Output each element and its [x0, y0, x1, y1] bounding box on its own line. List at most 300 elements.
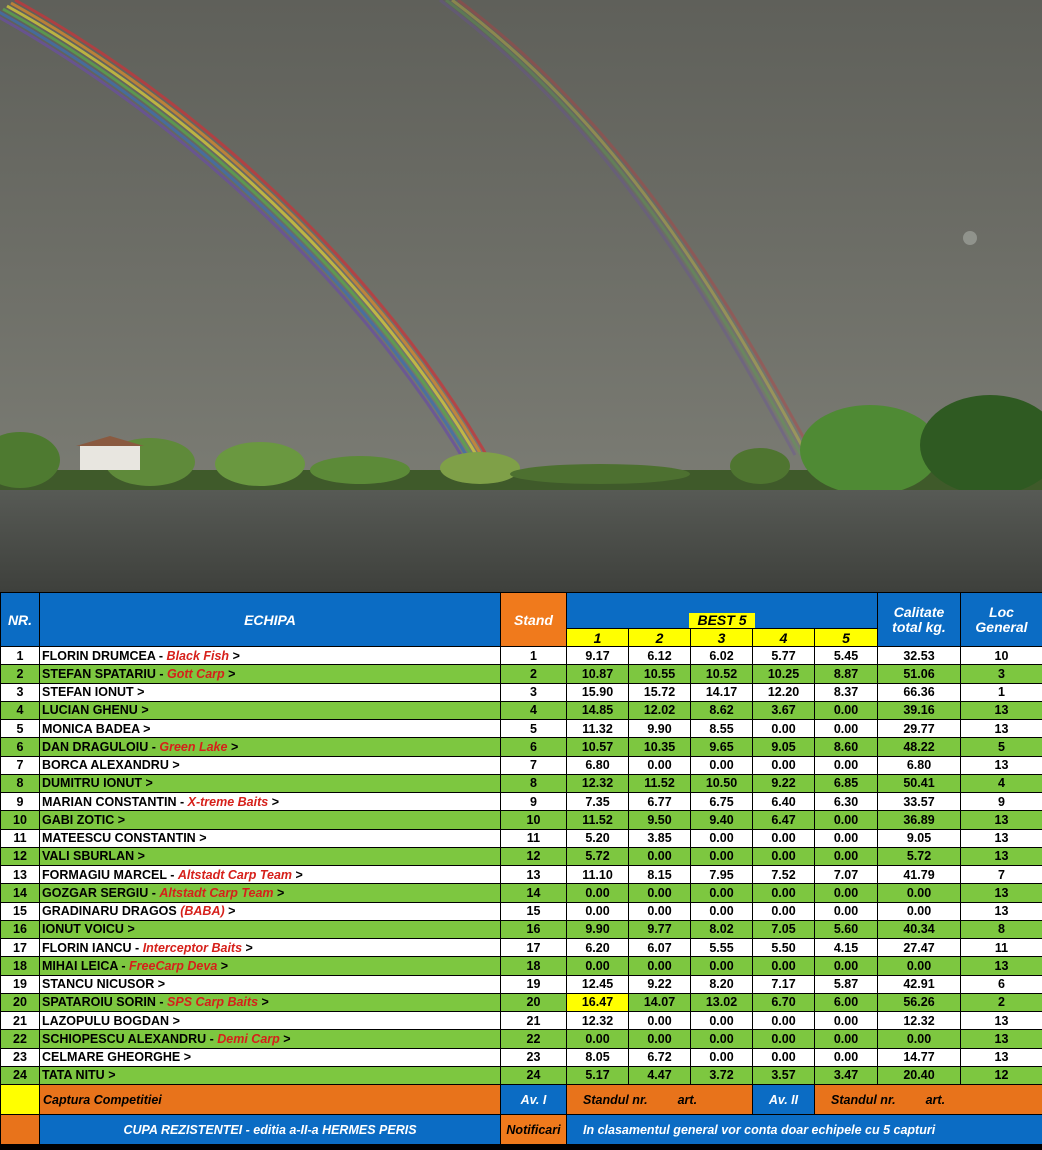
row-loc: 7	[961, 866, 1042, 884]
row-total: 12.32	[878, 1012, 961, 1030]
row-best-2: 12.02	[629, 701, 691, 719]
angler-name: FLORIN DRUMCEA -	[42, 648, 164, 663]
row-echipa	[40, 647, 501, 665]
table-row	[1, 701, 1042, 719]
row-loc: 9	[961, 793, 1042, 811]
row-best-5: 8.60	[815, 738, 878, 756]
table-row	[1, 793, 1042, 811]
table-row	[1, 683, 1042, 701]
row-best-5: 3.47	[815, 1066, 878, 1084]
results-table-container	[0, 592, 1042, 1150]
angler-name: BORCA ALEXANDRU	[42, 758, 169, 773]
row-echipa	[40, 884, 501, 902]
table-row	[1, 756, 1042, 774]
row-total: 51.06	[878, 665, 961, 683]
row-arrow: >	[277, 885, 285, 900]
row-best-1: 6.80	[567, 756, 629, 774]
row-stand: 17	[501, 939, 567, 957]
row-loc: 2	[961, 993, 1042, 1011]
row-best-1: 10.87	[567, 665, 629, 683]
row-nr: 12	[1, 847, 40, 865]
row-echipa	[40, 902, 501, 920]
row-arrow: >	[117, 812, 126, 827]
table-row	[1, 866, 1042, 884]
row-best-1: 6.20	[567, 939, 629, 957]
row-best-3: 8.02	[691, 920, 753, 938]
row-nr: 5	[1, 720, 40, 738]
row-loc: 13	[961, 756, 1042, 774]
row-loc: 8	[961, 920, 1042, 938]
row-loc: 12	[961, 1066, 1042, 1084]
results-table	[0, 592, 1042, 1145]
row-echipa	[40, 829, 501, 847]
row-stand: 14	[501, 884, 567, 902]
row-arrow: >	[172, 1013, 180, 1028]
row-nr: 21	[1, 1012, 40, 1030]
row-stand: 16	[501, 920, 567, 938]
row-best-1: 12.45	[567, 975, 629, 993]
footer-av1: Av. I	[501, 1085, 567, 1115]
row-stand: 23	[501, 1048, 567, 1066]
table-row	[1, 957, 1042, 975]
row-best-4: 3.57	[753, 1066, 815, 1084]
row-echipa	[40, 756, 501, 774]
row-best-5: 0.00	[815, 957, 878, 975]
header-best-4: 4	[753, 629, 815, 647]
row-arrow: >	[232, 648, 240, 663]
row-best-4: 0.00	[753, 847, 815, 865]
row-best-2: 15.72	[629, 683, 691, 701]
row-loc: 13	[961, 720, 1042, 738]
table-row	[1, 920, 1042, 938]
row-best-3: 0.00	[691, 1048, 753, 1066]
row-echipa	[40, 720, 501, 738]
row-stand: 10	[501, 811, 567, 829]
row-best-3: 8.20	[691, 975, 753, 993]
row-best-1: 0.00	[567, 902, 629, 920]
row-stand: 5	[501, 720, 567, 738]
row-best-3: 14.17	[691, 683, 753, 701]
row-best-5: 0.00	[815, 847, 878, 865]
header-echipa: ECHIPA	[40, 593, 501, 647]
row-best-3: 0.00	[691, 1030, 753, 1048]
table-row	[1, 811, 1042, 829]
angler-name: STANCU NICUSOR	[42, 977, 155, 992]
angler-name: GOZGAR SERGIU -	[42, 885, 156, 900]
row-total: 42.91	[878, 975, 961, 993]
row-total: 56.26	[878, 993, 961, 1011]
table-row	[1, 1012, 1042, 1030]
row-total: 27.47	[878, 939, 961, 957]
row-best-1: 14.85	[567, 701, 629, 719]
row-best-3: 0.00	[691, 957, 753, 975]
row-stand: 9	[501, 793, 567, 811]
header-best-2: 2	[629, 629, 691, 647]
row-best-3: 10.52	[691, 665, 753, 683]
row-best-5: 0.00	[815, 1012, 878, 1030]
row-best-5: 0.00	[815, 884, 878, 902]
row-arrow: >	[283, 1031, 291, 1046]
row-best-3: 9.65	[691, 738, 753, 756]
row-nr: 24	[1, 1066, 40, 1084]
row-best-4: 5.50	[753, 939, 815, 957]
row-stand: 21	[501, 1012, 567, 1030]
team-name: Altstadt Carp Team	[159, 885, 274, 900]
header-calitate: Calitate total kg.	[878, 593, 961, 647]
row-arrow: >	[228, 904, 236, 919]
row-best-5: 0.00	[815, 756, 878, 774]
angler-name: FLORIN IANCU -	[42, 940, 140, 955]
row-nr: 10	[1, 811, 40, 829]
row-total: 50.41	[878, 774, 961, 792]
row-arrow: >	[141, 703, 149, 718]
footer-notificari: Notificari	[501, 1115, 567, 1145]
row-echipa	[40, 866, 501, 884]
table-row	[1, 939, 1042, 957]
angler-name: MARIAN CONSTANTIN -	[42, 794, 185, 809]
row-best-3: 0.00	[691, 902, 753, 920]
row-echipa	[40, 683, 501, 701]
row-best-2: 9.77	[629, 920, 691, 938]
angler-name: GABI ZOTIC	[42, 812, 115, 827]
header-stand: Stand	[501, 593, 567, 647]
table-row	[1, 720, 1042, 738]
row-loc: 13	[961, 1030, 1042, 1048]
footer-standul-2: Standul nr. art.	[815, 1085, 1042, 1115]
row-total: 36.89	[878, 811, 961, 829]
row-best-4: 3.67	[753, 701, 815, 719]
table-row	[1, 993, 1042, 1011]
row-echipa	[40, 1048, 501, 1066]
row-best-2: 0.00	[629, 847, 691, 865]
row-arrow: >	[172, 758, 180, 773]
row-best-1: 5.20	[567, 829, 629, 847]
row-loc: 10	[961, 647, 1042, 665]
row-nr: 15	[1, 902, 40, 920]
row-best-2: 0.00	[629, 756, 691, 774]
row-best-5: 7.07	[815, 866, 878, 884]
table-row	[1, 847, 1042, 865]
row-best-4: 0.00	[753, 720, 815, 738]
row-nr: 13	[1, 866, 40, 884]
row-best-4: 0.00	[753, 829, 815, 847]
results-rows	[1, 647, 1042, 1085]
header-best-5: 5	[815, 629, 878, 647]
row-total: 29.77	[878, 720, 961, 738]
row-nr: 2	[1, 665, 40, 683]
row-best-2: 9.90	[629, 720, 691, 738]
row-stand: 15	[501, 902, 567, 920]
row-best-2: 6.07	[629, 939, 691, 957]
row-nr: 11	[1, 829, 40, 847]
row-nr: 3	[1, 683, 40, 701]
angler-name: LAZOPULU BOGDAN	[42, 1013, 170, 1028]
row-stand: 11	[501, 829, 567, 847]
angler-name: GRADINARU DRAGOS	[42, 904, 177, 919]
row-total: 0.00	[878, 957, 961, 975]
row-echipa	[40, 920, 501, 938]
row-best-3: 0.00	[691, 756, 753, 774]
row-best-5: 0.00	[815, 1030, 878, 1048]
header-nr: NR.	[1, 593, 40, 647]
row-best-3: 13.02	[691, 993, 753, 1011]
row-nr: 4	[1, 701, 40, 719]
row-stand: 13	[501, 866, 567, 884]
row-best-4: 5.77	[753, 647, 815, 665]
row-best-4: 0.00	[753, 902, 815, 920]
row-loc: 13	[961, 884, 1042, 902]
row-best-1: 11.52	[567, 811, 629, 829]
row-total: 20.40	[878, 1066, 961, 1084]
row-loc: 3	[961, 665, 1042, 683]
row-best-1: 0.00	[567, 884, 629, 902]
row-echipa	[40, 975, 501, 993]
team-name: FreeCarp Deva	[129, 958, 218, 973]
row-total: 9.05	[878, 829, 961, 847]
row-best-1: 16.47	[567, 993, 629, 1011]
row-loc: 11	[961, 939, 1042, 957]
row-arrow: >	[145, 776, 153, 791]
row-best-4: 0.00	[753, 1012, 815, 1030]
row-best-2: 10.35	[629, 738, 691, 756]
row-best-1: 11.10	[567, 866, 629, 884]
row-arrow: >	[295, 867, 303, 882]
row-best-5: 0.00	[815, 829, 878, 847]
header-best-3: 3	[691, 629, 753, 647]
row-echipa	[40, 1012, 501, 1030]
row-best-2: 11.52	[629, 774, 691, 792]
row-arrow: >	[230, 739, 239, 754]
row-nr: 7	[1, 756, 40, 774]
row-nr: 16	[1, 920, 40, 938]
row-best-5: 0.00	[815, 701, 878, 719]
footer-captura: Captura Competitiei	[40, 1085, 501, 1115]
row-best-4: 9.22	[753, 774, 815, 792]
row-best-1: 0.00	[567, 957, 629, 975]
table-row	[1, 774, 1042, 792]
footer-note: In clasamentul general vor conta doar echipele cu 5 capturi	[567, 1115, 1042, 1145]
table-row	[1, 665, 1042, 683]
row-best-3: 5.55	[691, 939, 753, 957]
team-name: Black Fish	[166, 648, 230, 663]
angler-name: SCHIOPESCU ALEXANDRU -	[42, 1031, 214, 1046]
row-best-4: 0.00	[753, 884, 815, 902]
angler-name: MATEESCU CONSTANTIN	[42, 831, 196, 846]
angler-name: DUMITRU IONUT	[42, 776, 142, 791]
row-echipa	[40, 774, 501, 792]
row-stand: 1	[501, 647, 567, 665]
row-best-2: 0.00	[629, 1012, 691, 1030]
row-stand: 2	[501, 665, 567, 683]
row-loc: 1	[961, 683, 1042, 701]
row-echipa	[40, 1066, 501, 1084]
team-name: Gott Carp	[167, 666, 225, 681]
table-row	[1, 1066, 1042, 1084]
row-arrow: >	[220, 958, 229, 973]
row-arrow: >	[271, 794, 279, 809]
row-best-5: 5.60	[815, 920, 878, 938]
row-echipa	[40, 957, 501, 975]
table-row	[1, 902, 1042, 920]
row-total: 41.79	[878, 866, 961, 884]
row-best-5: 4.15	[815, 939, 878, 957]
row-best-2: 6.72	[629, 1048, 691, 1066]
row-best-4: 6.47	[753, 811, 815, 829]
row-echipa	[40, 665, 501, 683]
table-row	[1, 975, 1042, 993]
row-total: 14.77	[878, 1048, 961, 1066]
row-best-3: 6.75	[691, 793, 753, 811]
row-echipa	[40, 939, 501, 957]
angler-name: STEFAN SPATARIU -	[42, 666, 164, 681]
row-best-5: 5.87	[815, 975, 878, 993]
row-echipa	[40, 738, 501, 756]
row-best-3: 10.50	[691, 774, 753, 792]
row-best-3: 0.00	[691, 1012, 753, 1030]
footer-av2: Av. II	[753, 1085, 815, 1115]
row-loc: 13	[961, 1012, 1042, 1030]
row-nr: 19	[1, 975, 40, 993]
row-best-2: 0.00	[629, 884, 691, 902]
row-best-3: 8.55	[691, 720, 753, 738]
header-best-1: 1	[567, 629, 629, 647]
row-best-1: 15.90	[567, 683, 629, 701]
footer-yellow-marker	[1, 1085, 40, 1115]
row-loc: 5	[961, 738, 1042, 756]
row-arrow: >	[137, 849, 145, 864]
row-loc: 6	[961, 975, 1042, 993]
row-arrow: >	[199, 831, 207, 846]
row-best-2: 3.85	[629, 829, 691, 847]
team-name: Demi Carp	[217, 1031, 280, 1046]
row-loc: 4	[961, 774, 1042, 792]
row-best-2: 0.00	[629, 1030, 691, 1048]
row-best-2: 0.00	[629, 902, 691, 920]
team-name: X-treme Baits	[187, 794, 269, 809]
row-total: 39.16	[878, 701, 961, 719]
row-best-2: 9.22	[629, 975, 691, 993]
angler-name: LUCIAN GHENU	[42, 703, 138, 718]
row-best-1: 11.32	[567, 720, 629, 738]
footer-orange-marker	[1, 1115, 40, 1145]
row-best-2: 9.50	[629, 811, 691, 829]
row-best-3: 3.72	[691, 1066, 753, 1084]
row-stand: 22	[501, 1030, 567, 1048]
row-nr: 17	[1, 939, 40, 957]
row-best-3: 0.00	[691, 847, 753, 865]
row-best-3: 0.00	[691, 884, 753, 902]
team-name: SPS Carp Baits	[167, 995, 259, 1010]
header-loc: Loc General	[961, 593, 1042, 647]
row-best-5: 6.85	[815, 774, 878, 792]
row-best-1: 12.32	[567, 1012, 629, 1030]
row-total: 66.36	[878, 683, 961, 701]
row-loc: 13	[961, 811, 1042, 829]
row-nr: 9	[1, 793, 40, 811]
row-best-1: 5.72	[567, 847, 629, 865]
row-echipa	[40, 993, 501, 1011]
row-nr: 22	[1, 1030, 40, 1048]
row-best-1: 10.57	[567, 738, 629, 756]
row-best-4: 7.05	[753, 920, 815, 938]
row-stand: 19	[501, 975, 567, 993]
row-best-3: 6.02	[691, 647, 753, 665]
row-stand: 24	[501, 1066, 567, 1084]
row-best-2: 14.07	[629, 993, 691, 1011]
angler-name: VALI SBURLAN	[42, 849, 135, 864]
row-stand: 7	[501, 756, 567, 774]
row-best-3: 9.40	[691, 811, 753, 829]
row-best-2: 8.15	[629, 866, 691, 884]
angler-name: STEFAN IONUT	[42, 685, 134, 700]
row-best-2: 4.47	[629, 1066, 691, 1084]
row-total: 6.80	[878, 756, 961, 774]
row-best-4: 6.70	[753, 993, 815, 1011]
row-best-3: 8.62	[691, 701, 753, 719]
row-best-4: 6.40	[753, 793, 815, 811]
row-best-3: 7.95	[691, 866, 753, 884]
row-nr: 23	[1, 1048, 40, 1066]
row-best-1: 12.32	[567, 774, 629, 792]
row-echipa	[40, 701, 501, 719]
row-total: 0.00	[878, 902, 961, 920]
row-best-1: 9.90	[567, 920, 629, 938]
row-best-5: 6.30	[815, 793, 878, 811]
team-name: Green Lake	[159, 739, 228, 754]
angler-name: IONUT VOICU	[42, 922, 124, 937]
row-total: 32.53	[878, 647, 961, 665]
row-nr: 14	[1, 884, 40, 902]
row-loc: 13	[961, 902, 1042, 920]
row-loc: 13	[961, 829, 1042, 847]
row-stand: 6	[501, 738, 567, 756]
row-best-5: 0.00	[815, 1048, 878, 1066]
angler-name: MIHAI LEICA -	[42, 958, 126, 973]
row-best-1: 8.05	[567, 1048, 629, 1066]
row-best-4: 9.05	[753, 738, 815, 756]
row-best-5: 0.00	[815, 902, 878, 920]
row-loc: 13	[961, 701, 1042, 719]
row-total: 48.22	[878, 738, 961, 756]
row-arrow: >	[261, 995, 269, 1010]
row-stand: 18	[501, 957, 567, 975]
table-row	[1, 738, 1042, 756]
row-best-1: 0.00	[567, 1030, 629, 1048]
row-best-5: 8.87	[815, 665, 878, 683]
row-total: 0.00	[878, 884, 961, 902]
row-arrow: >	[245, 940, 253, 955]
row-arrow: >	[157, 977, 166, 992]
row-best-2: 0.00	[629, 957, 691, 975]
angler-name: SPATAROIU SORIN -	[42, 995, 164, 1010]
row-best-4: 10.25	[753, 665, 815, 683]
row-nr: 1	[1, 647, 40, 665]
angler-name: MONICA BADEA	[42, 721, 140, 736]
angler-name: FORMAGIU MARCEL -	[42, 867, 175, 882]
row-best-4: 0.00	[753, 1048, 815, 1066]
row-stand: 4	[501, 701, 567, 719]
row-best-5: 8.37	[815, 683, 878, 701]
row-best-5: 6.00	[815, 993, 878, 1011]
row-best-5: 5.45	[815, 647, 878, 665]
row-best-5: 0.00	[815, 811, 878, 829]
angler-name: TATA NITU	[42, 1068, 105, 1083]
row-total: 0.00	[878, 1030, 961, 1048]
row-best-2: 6.12	[629, 647, 691, 665]
row-echipa	[40, 847, 501, 865]
row-best-2: 6.77	[629, 793, 691, 811]
row-best-1: 5.17	[567, 1066, 629, 1084]
